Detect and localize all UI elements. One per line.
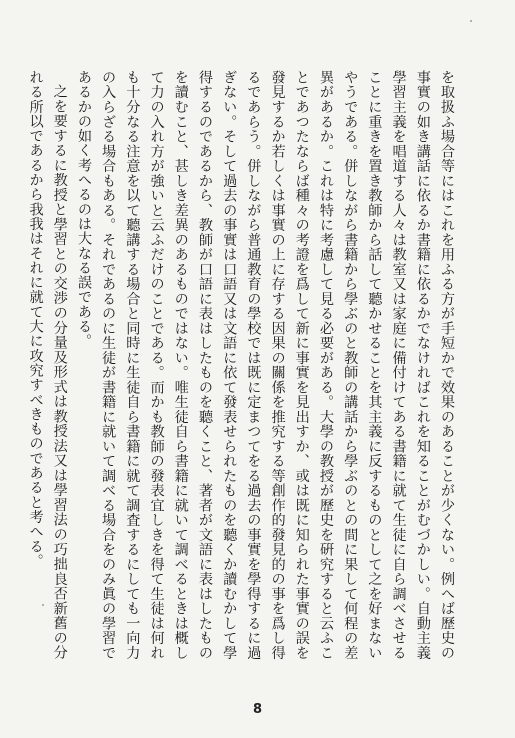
paragraph: を取扱ふ場合等にはこれを用ふる方が手短かで效果のあることが少くない。例へば歷史の事實の如き講話に依るか書籍に依るかでなければこれを知ることがむづかしい。自動主義學習主義を唱道する人々は教室又は家庭に備付けてある書籍に就て生徒に自ら調べさせることに重きを置き教師から話して聽かせることを其主義に反するものとして之を好まないやうである。併しながら書籍から學ぶのと教師の講話から學ぶのとの間に果して何程の差異があるか。これは特に考慮して見る必要がある。大學の教授が歷史を硏究すると云ふことであつたならば種々の考證を爲して新に事實を見出すか、或は既に知られた事實の誤を發見するか若しくは事實の上に存する因果の關係を推究する等創作的發見的の事を爲し得るであらう。併しながら普通教育の學校では既に定まつてをる過去の事實を學得するに過ぎない。そして過去の事實は口語又は文語に依て發表せられたものを聽くか讀むかして學得するのであるから、教師が口語に表はしたものを聽くこと、著者が文語に表はしたものを讀むこと、甚しき差異のあるものではない。唯生徒自ら書籍に就いて調べるときは概して力の入れ方が強いと云ふだけのことである。而かも教師の發表宜しきを得て生徒は何れも十分なる注意を以て聽講する場合と同時に生徒自ら書籍に就て調査するにしても一向力の入らざる場合もある。それであるのに生徒が書籍に就いて調べる場合をのみ眞の學習であるかの如く考へるのは大なる誤である。: [75, 70, 455, 660]
paper-speck: [470, 20, 472, 22]
page-number: 8: [252, 702, 263, 717]
vertical-text-block: [27, 70, 459, 660]
paragraph: 之を要するに教授と學習との交渉の分量及形式は教授法又は學習法の巧拙良否新舊の分れる所以であるから我我はそれに就て大に攻究すべきものであると考へる。: [27, 70, 68, 660]
